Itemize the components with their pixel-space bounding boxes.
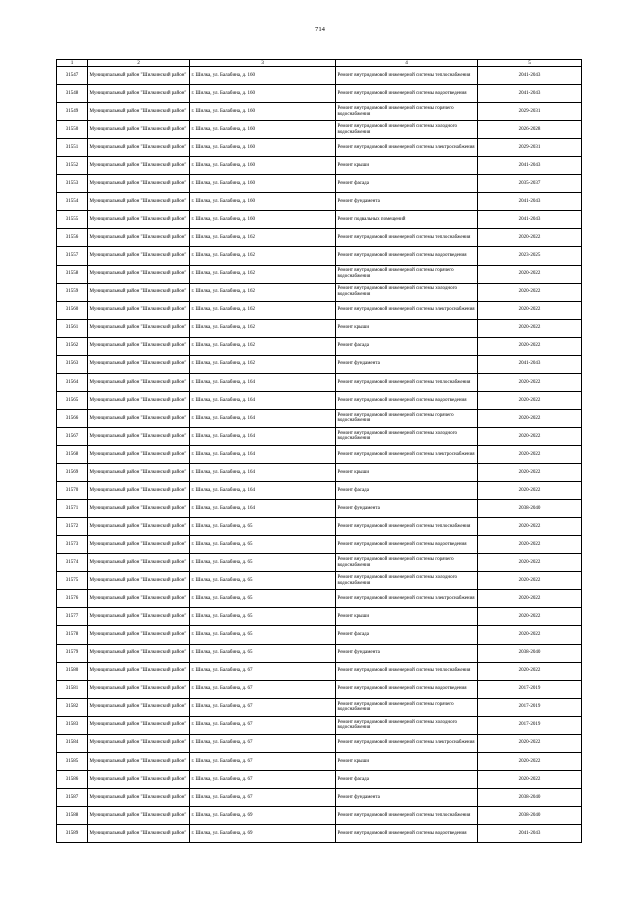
address-cell: г. Шилка, ул. Балабина, д. 160: [190, 175, 336, 193]
row-number: 31576: [57, 590, 88, 608]
work-type-cell: Ремонт внутридомовой инженерной системы водоотведения: [336, 536, 478, 554]
table-row: [57, 175, 582, 193]
work-type-cell: Ремонт внутридомовой инженерной системы водоотведения: [336, 85, 478, 103]
column-header-3: 3: [190, 60, 336, 67]
table-row: [57, 752, 582, 770]
row-number: 31567: [57, 427, 88, 445]
work-type-cell: Ремонт крыши: [336, 752, 478, 770]
work-type-cell: Ремонт фундамента: [336, 788, 478, 806]
row-number: 31559: [57, 283, 88, 301]
district-cell: Муниципальный район "Шилкинский район": [88, 67, 190, 85]
address-cell: г. Шилка, ул. Балабина, д. 65: [190, 536, 336, 554]
district-cell: Муниципальный район "Шилкинский район": [88, 824, 190, 842]
row-number: 31548: [57, 85, 88, 103]
period-cell: 2038-2040: [478, 788, 582, 806]
work-type-cell: Ремонт внутридомовой инженерной системы теплоснабжения: [336, 518, 478, 536]
address-cell: г. Шилка, ул. Балабина, д. 160: [190, 139, 336, 157]
address-cell: г. Шилка, ул. Балабина, д. 65: [190, 518, 336, 536]
table-row: [57, 500, 582, 518]
work-type-cell: Ремонт внутридомовой инженерной системы горячего водоснабжения: [336, 103, 478, 121]
district-cell: Муниципальный район "Шилкинский район": [88, 752, 190, 770]
work-type-cell: Ремонт внутридомовой инженерной системы электроснабжения: [336, 445, 478, 463]
address-cell: г. Шилка, ул. Балабина, д. 160: [190, 211, 336, 229]
table-row: [57, 139, 582, 157]
row-number: 31577: [57, 608, 88, 626]
work-type-cell: Ремонт внутридомовой инженерной системы теплоснабжения: [336, 67, 478, 85]
row-number: 31574: [57, 554, 88, 572]
period-cell: 2041-2043: [478, 85, 582, 103]
district-cell: Муниципальный район "Шилкинский район": [88, 608, 190, 626]
row-number: 31578: [57, 626, 88, 644]
period-cell: 2020-2022: [478, 590, 582, 608]
row-number: 31589: [57, 824, 88, 842]
address-cell: г. Шилка, ул. Балабина, д. 67: [190, 662, 336, 680]
period-cell: 2017-2019: [478, 716, 582, 734]
period-cell: 2020-2022: [478, 409, 582, 427]
district-cell: Муниципальный район "Шилкинский район": [88, 337, 190, 355]
district-cell: Муниципальный район "Шилкинский район": [88, 229, 190, 247]
district-cell: Муниципальный район "Шилкинский район": [88, 373, 190, 391]
row-number: 31573: [57, 536, 88, 554]
repair-schedule-table: [56, 59, 582, 843]
period-cell: 2020-2022: [478, 337, 582, 355]
table-row: [57, 806, 582, 824]
period-cell: 2020-2022: [478, 373, 582, 391]
work-type-cell: Ремонт крыши: [336, 319, 478, 337]
period-cell: 2026-2028: [478, 121, 582, 139]
work-type-cell: Ремонт внутридомовой инженерной системы холодного водоснабжения: [336, 716, 478, 734]
row-number: 31555: [57, 211, 88, 229]
district-cell: Муниципальный район "Шилкинский район": [88, 175, 190, 193]
address-cell: г. Шилка, ул. Балабина, д. 164: [190, 427, 336, 445]
header-row: [57, 60, 582, 67]
period-cell: 2041-2043: [478, 193, 582, 211]
period-cell: 2020-2022: [478, 554, 582, 572]
table-row: [57, 229, 582, 247]
address-cell: г. Шилка, ул. Балабина, д. 164: [190, 391, 336, 409]
table-row: [57, 662, 582, 680]
table-row: [57, 409, 582, 427]
address-cell: г. Шилка, ул. Балабина, д. 164: [190, 373, 336, 391]
district-cell: Муниципальный район "Шилкинский район": [88, 301, 190, 319]
address-cell: г. Шилка, ул. Балабина, д. 65: [190, 644, 336, 662]
address-cell: г. Шилка, ул. Балабина, д. 162: [190, 265, 336, 283]
period-cell: 2020-2022: [478, 626, 582, 644]
table-row: [57, 536, 582, 554]
district-cell: Муниципальный район "Шилкинский район": [88, 806, 190, 824]
period-cell: 2020-2022: [478, 662, 582, 680]
row-number: 31561: [57, 319, 88, 337]
district-cell: Муниципальный район "Шилкинский район": [88, 770, 190, 788]
district-cell: Муниципальный район "Шилкинский район": [88, 662, 190, 680]
period-cell: 2029-2031: [478, 103, 582, 121]
district-cell: Муниципальный район "Шилкинский район": [88, 427, 190, 445]
address-cell: г. Шилка, ул. Балабина, д. 164: [190, 500, 336, 518]
row-number: 31582: [57, 698, 88, 716]
row-number: 31588: [57, 806, 88, 824]
address-cell: г. Шилка, ул. Балабина, д. 164: [190, 482, 336, 500]
district-cell: Муниципальный район "Шилкинский район": [88, 391, 190, 409]
district-cell: Муниципальный район "Шилкинский район": [88, 644, 190, 662]
row-number: 31556: [57, 229, 88, 247]
district-cell: Муниципальный район "Шилкинский район": [88, 788, 190, 806]
work-type-cell: Ремонт внутридомовой инженерной системы теплоснабжения: [336, 806, 478, 824]
period-cell: 2020-2022: [478, 518, 582, 536]
address-cell: г. Шилка, ул. Балабина, д. 160: [190, 103, 336, 121]
table-row: [57, 103, 582, 121]
table-row: [57, 608, 582, 626]
address-cell: г. Шилка, ул. Балабина, д. 162: [190, 283, 336, 301]
table-body: [57, 67, 582, 843]
table-row: [57, 355, 582, 373]
table-row: [57, 445, 582, 463]
table-row: [57, 824, 582, 842]
address-cell: г. Шилка, ул. Балабина, д. 162: [190, 319, 336, 337]
district-cell: Муниципальный район "Шилкинский район": [88, 518, 190, 536]
district-cell: Муниципальный район "Шилкинский район": [88, 409, 190, 427]
table-row: [57, 67, 582, 85]
table-row: [57, 572, 582, 590]
period-cell: 2020-2022: [478, 734, 582, 752]
table-row: [57, 373, 582, 391]
table-row: [57, 734, 582, 752]
address-cell: г. Шилка, ул. Балабина, д. 65: [190, 572, 336, 590]
address-cell: г. Шилка, ул. Балабина, д. 162: [190, 337, 336, 355]
work-type-cell: Ремонт внутридомовой инженерной системы горячего водоснабжения: [336, 698, 478, 716]
table-row: [57, 121, 582, 139]
work-type-cell: Ремонт внутридомовой инженерной системы холодного водоснабжения: [336, 572, 478, 590]
row-number: 31581: [57, 680, 88, 698]
work-type-cell: Ремонт крыши: [336, 464, 478, 482]
work-type-cell: Ремонт внутридомовой инженерной системы холодного водоснабжения: [336, 427, 478, 445]
work-type-cell: Ремонт внутридомовой инженерной системы водоотведения: [336, 391, 478, 409]
period-cell: 2038-2040: [478, 644, 582, 662]
row-number: 31550: [57, 121, 88, 139]
district-cell: Муниципальный район "Шилкинский район": [88, 716, 190, 734]
address-cell: г. Шилка, ул. Балабина, д. 69: [190, 824, 336, 842]
table-row: [57, 265, 582, 283]
address-cell: г. Шилка, ул. Балабина, д. 162: [190, 355, 336, 373]
row-number: 31558: [57, 265, 88, 283]
period-cell: 2020-2022: [478, 391, 582, 409]
table-row: [57, 283, 582, 301]
column-header-1: 1: [57, 60, 88, 67]
column-header-4: 4: [336, 60, 478, 67]
column-header-2: 2: [88, 60, 190, 67]
period-cell: 2041-2043: [478, 67, 582, 85]
table-row: [57, 247, 582, 265]
district-cell: Муниципальный район "Шилкинский район": [88, 680, 190, 698]
address-cell: г. Шилка, ул. Балабина, д. 164: [190, 445, 336, 463]
table-row: [57, 590, 582, 608]
work-type-cell: Ремонт фундамента: [336, 500, 478, 518]
row-number: 31571: [57, 500, 88, 518]
row-number: 31569: [57, 464, 88, 482]
district-cell: Муниципальный район "Шилкинский район": [88, 590, 190, 608]
work-type-cell: Ремонт внутридомовой инженерной системы горячего водоснабжения: [336, 409, 478, 427]
period-cell: 2020-2022: [478, 752, 582, 770]
period-cell: 2041-2043: [478, 355, 582, 373]
work-type-cell: Ремонт крыши: [336, 157, 478, 175]
row-number: 31579: [57, 644, 88, 662]
row-number: 31566: [57, 409, 88, 427]
work-type-cell: Ремонт фасада: [336, 770, 478, 788]
district-cell: Муниципальный район "Шилкинский район": [88, 193, 190, 211]
address-cell: г. Шилка, ул. Балабина, д. 164: [190, 409, 336, 427]
address-cell: г. Шилка, ул. Балабина, д. 67: [190, 788, 336, 806]
work-type-cell: Ремонт подвальных помещений: [336, 211, 478, 229]
address-cell: г. Шилка, ул. Балабина, д. 65: [190, 554, 336, 572]
work-type-cell: Ремонт внутридомовой инженерной системы электроснабжения: [336, 139, 478, 157]
row-number: 31560: [57, 301, 88, 319]
table-row: [57, 788, 582, 806]
table-row: [57, 157, 582, 175]
address-cell: г. Шилка, ул. Балабина, д. 164: [190, 464, 336, 482]
period-cell: 2020-2022: [478, 536, 582, 554]
district-cell: Муниципальный район "Шилкинский район": [88, 283, 190, 301]
work-type-cell: Ремонт внутридомовой инженерной системы теплоснабжения: [336, 229, 478, 247]
row-number: 31584: [57, 734, 88, 752]
period-cell: 2020-2022: [478, 464, 582, 482]
row-number: 31547: [57, 67, 88, 85]
row-number: 31568: [57, 445, 88, 463]
address-cell: г. Шилка, ул. Балабина, д. 160: [190, 193, 336, 211]
row-number: 31565: [57, 391, 88, 409]
column-header-5: 5: [478, 60, 582, 67]
district-cell: Муниципальный район "Шилкинский район": [88, 626, 190, 644]
period-cell: 2017-2019: [478, 698, 582, 716]
row-number: 31587: [57, 788, 88, 806]
period-cell: 2020-2022: [478, 319, 582, 337]
period-cell: 2041-2043: [478, 211, 582, 229]
address-cell: г. Шилка, ул. Балабина, д. 162: [190, 229, 336, 247]
district-cell: Муниципальный район "Шилкинский район": [88, 500, 190, 518]
row-number: 31549: [57, 103, 88, 121]
work-type-cell: Ремонт внутридомовой инженерной системы электроснабжения: [336, 734, 478, 752]
table-row: [57, 698, 582, 716]
table-row: [57, 427, 582, 445]
district-cell: Муниципальный район "Шилкинский район": [88, 265, 190, 283]
work-type-cell: Ремонт внутридомовой инженерной системы горячего водоснабжения: [336, 265, 478, 283]
period-cell: 2023-2025: [478, 247, 582, 265]
district-cell: Муниципальный район "Шилкинский район": [88, 319, 190, 337]
row-number: 31572: [57, 518, 88, 536]
district-cell: Муниципальный район "Шилкинский район": [88, 247, 190, 265]
work-type-cell: Ремонт фасада: [336, 175, 478, 193]
table-row: [57, 554, 582, 572]
work-type-cell: Ремонт фасада: [336, 626, 478, 644]
work-type-cell: Ремонт внутридомовой инженерной системы горячего водоснабжения: [336, 554, 478, 572]
row-number: 31553: [57, 175, 88, 193]
address-cell: г. Шилка, ул. Балабина, д. 67: [190, 716, 336, 734]
row-number: 31563: [57, 355, 88, 373]
table-row: [57, 85, 582, 103]
address-cell: г. Шилка, ул. Балабина, д. 65: [190, 590, 336, 608]
row-number: 31585: [57, 752, 88, 770]
address-cell: г. Шилка, ул. Балабина, д. 162: [190, 301, 336, 319]
period-cell: 2020-2022: [478, 265, 582, 283]
period-cell: 2020-2022: [478, 229, 582, 247]
work-type-cell: Ремонт внутридомовой инженерной системы электроснабжения: [336, 301, 478, 319]
work-type-cell: Ремонт фундамента: [336, 355, 478, 373]
district-cell: Муниципальный район "Шилкинский район": [88, 121, 190, 139]
address-cell: г. Шилка, ул. Балабина, д. 67: [190, 770, 336, 788]
work-type-cell: Ремонт внутридомовой инженерной системы теплоснабжения: [336, 373, 478, 391]
row-number: 31575: [57, 572, 88, 590]
period-cell: 2020-2022: [478, 445, 582, 463]
period-cell: 2038-2040: [478, 500, 582, 518]
address-cell: г. Шилка, ул. Балабина, д. 67: [190, 680, 336, 698]
work-type-cell: Ремонт крыши: [336, 608, 478, 626]
address-cell: г. Шилка, ул. Балабина, д. 67: [190, 752, 336, 770]
address-cell: г. Шилка, ул. Балабина, д. 65: [190, 626, 336, 644]
row-number: 31583: [57, 716, 88, 734]
period-cell: 2020-2022: [478, 427, 582, 445]
row-number: 31557: [57, 247, 88, 265]
row-number: 31551: [57, 139, 88, 157]
period-cell: 2020-2022: [478, 608, 582, 626]
district-cell: Муниципальный район "Шилкинский район": [88, 157, 190, 175]
work-type-cell: Ремонт внутридомовой инженерной системы теплоснабжения: [336, 662, 478, 680]
table-row: [57, 626, 582, 644]
period-cell: 2035-2037: [478, 175, 582, 193]
page-number: 714: [315, 26, 325, 33]
work-type-cell: Ремонт внутридомовой инженерной системы электроснабжения: [336, 590, 478, 608]
period-cell: 2020-2022: [478, 283, 582, 301]
period-cell: 2020-2022: [478, 482, 582, 500]
row-number: 31570: [57, 482, 88, 500]
period-cell: 2038-2040: [478, 806, 582, 824]
work-type-cell: Ремонт фасада: [336, 482, 478, 500]
period-cell: 2020-2022: [478, 301, 582, 319]
district-cell: Муниципальный район "Шилкинский район": [88, 536, 190, 554]
work-type-cell: Ремонт фасада: [336, 337, 478, 355]
district-cell: Муниципальный район "Шилкинский район": [88, 554, 190, 572]
table-row: [57, 391, 582, 409]
period-cell: 2020-2022: [478, 770, 582, 788]
address-cell: г. Шилка, ул. Балабина, д. 160: [190, 121, 336, 139]
district-cell: Муниципальный район "Шилкинский район": [88, 698, 190, 716]
address-cell: г. Шилка, ул. Балабина, д. 65: [190, 608, 336, 626]
work-type-cell: Ремонт внутридомовой инженерной системы водоотведения: [336, 824, 478, 842]
work-type-cell: Ремонт внутридомовой инженерной системы холодного водоснабжения: [336, 121, 478, 139]
period-cell: 2029-2031: [478, 139, 582, 157]
address-cell: г. Шилка, ул. Балабина, д. 69: [190, 806, 336, 824]
district-cell: Муниципальный район "Шилкинский район": [88, 464, 190, 482]
table-row: [57, 482, 582, 500]
address-cell: г. Шилка, ул. Балабина, д. 67: [190, 698, 336, 716]
address-cell: г. Шилка, ул. Балабина, д. 160: [190, 157, 336, 175]
work-type-cell: Ремонт внутридомовой инженерной системы водоотведения: [336, 247, 478, 265]
row-number: 31552: [57, 157, 88, 175]
address-cell: г. Шилка, ул. Балабина, д. 160: [190, 67, 336, 85]
district-cell: Муниципальный район "Шилкинский район": [88, 734, 190, 752]
period-cell: 2017-2019: [478, 680, 582, 698]
district-cell: Муниципальный район "Шилкинский район": [88, 572, 190, 590]
district-cell: Муниципальный район "Шилкинский район": [88, 211, 190, 229]
period-cell: 2041-2043: [478, 824, 582, 842]
row-number: 31586: [57, 770, 88, 788]
work-type-cell: Ремонт внутридомовой инженерной системы холодного водоснабжения: [336, 283, 478, 301]
work-type-cell: Ремонт фундамента: [336, 644, 478, 662]
address-cell: г. Шилка, ул. Балабина, д. 160: [190, 85, 336, 103]
table-row: [57, 518, 582, 536]
table-row: [57, 301, 582, 319]
district-cell: Муниципальный район "Шилкинский район": [88, 482, 190, 500]
table-row: [57, 716, 582, 734]
row-number: 31554: [57, 193, 88, 211]
row-number: 31580: [57, 662, 88, 680]
district-cell: Муниципальный район "Шилкинский район": [88, 355, 190, 373]
work-type-cell: Ремонт фундамента: [336, 193, 478, 211]
district-cell: Муниципальный район "Шилкинский район": [88, 85, 190, 103]
period-cell: 2041-2043: [478, 157, 582, 175]
table-row: [57, 770, 582, 788]
district-cell: Муниципальный район "Шилкинский район": [88, 103, 190, 121]
period-cell: 2020-2022: [478, 572, 582, 590]
row-number: 31562: [57, 337, 88, 355]
district-cell: Муниципальный район "Шилкинский район": [88, 445, 190, 463]
table-row: [57, 644, 582, 662]
table-row: [57, 193, 582, 211]
table-row: [57, 319, 582, 337]
address-cell: г. Шилка, ул. Балабина, д. 162: [190, 247, 336, 265]
table-row: [57, 680, 582, 698]
district-cell: Муниципальный район "Шилкинский район": [88, 139, 190, 157]
row-number: 31564: [57, 373, 88, 391]
work-type-cell: Ремонт внутридомовой инженерной системы водоотведения: [336, 680, 478, 698]
address-cell: г. Шилка, ул. Балабина, д. 67: [190, 734, 336, 752]
table-row: [57, 464, 582, 482]
table-row: [57, 337, 582, 355]
table-row: [57, 211, 582, 229]
